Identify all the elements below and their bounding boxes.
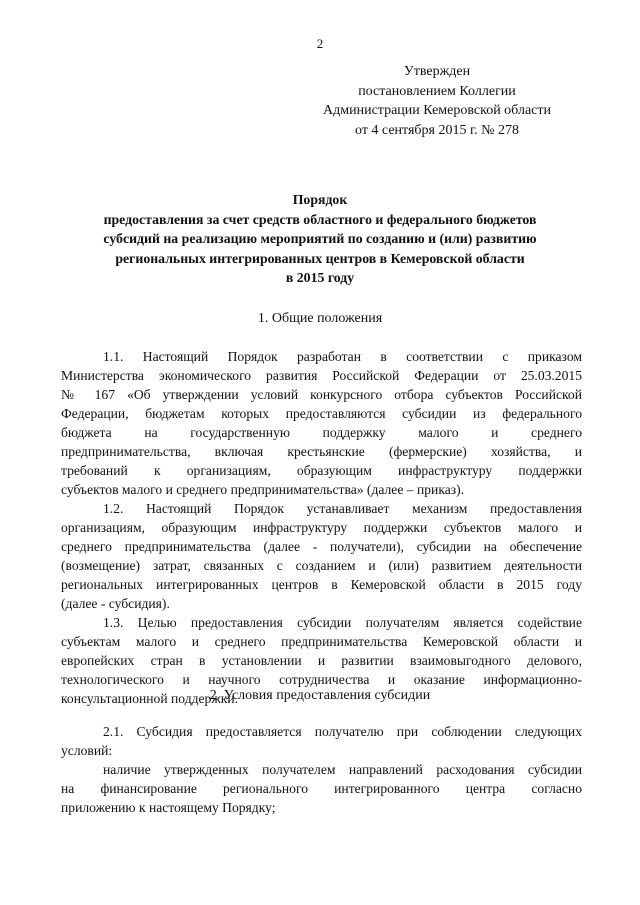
title-line: субсидий на реализацию мероприятий по созданию и (или) развитию: [103, 231, 537, 246]
text-line: наличие утвержденных получателем направлений расходования субсидии: [103, 762, 582, 777]
paragraph-1-1: [61, 347, 582, 499]
text-line: условий:: [61, 743, 113, 758]
paragraph-2-1-item: [61, 760, 582, 817]
approval-line: от 4 сентября 2015 г. № 278: [355, 122, 519, 138]
paragraph-1-2: [61, 499, 582, 613]
page-number: 2: [316, 36, 324, 51]
section-2-heading: 2. Условия предоставления субсидии: [209, 688, 431, 703]
text-line: консультационной поддержки.: [61, 691, 239, 706]
text-line: Федерации, бюджетам которых предоставляются субсидии из федерального: [61, 406, 582, 421]
title-line: предоставления за счет средств областного и федерального бюджетов: [103, 211, 537, 227]
text-line: требований к организациям, образующим инфраструктуру поддержки: [61, 463, 582, 478]
title-line: Порядок: [292, 192, 348, 207]
approval-line: Администрации Кемеровской области: [323, 103, 551, 118]
text-line: (далее - субсидия).: [61, 596, 170, 611]
text-line: на финансирование регионального интегрированного центра согласно: [61, 781, 582, 796]
section-1-heading: 1. Общие положения: [257, 311, 383, 326]
text-line: 1.3. Целью предоставления субсидии получателям является содействие: [103, 615, 582, 630]
text-line: среднего предпринимательства (далее - получатели), субсидии на обеспечение: [61, 539, 582, 554]
text-line: № 167 «Об утверждении условий конкурсного отбора субъектов Российской: [61, 387, 582, 402]
text-line: приложению к настоящему Порядку;: [61, 800, 276, 815]
text-line: 1.1. Настоящий Порядок разработан в соответствии с приказом: [103, 349, 582, 364]
text-line: 2.1. Субсидия предоставляется получателю при соблюдении следующих: [103, 724, 582, 739]
approval-line: Утвержден: [403, 64, 471, 79]
approval-line: постановлением Коллегии: [358, 83, 516, 99]
approval-stamp: [312, 62, 562, 140]
text-line: бюджета на государственную поддержку малого и среднего: [61, 425, 582, 440]
text-line: организациям, образующим инфраструктуру поддержки субъектов малого и: [61, 520, 582, 535]
text-line: (возмещение) затрат, связанных с созданием и (или) развитием деятельности: [61, 558, 582, 573]
text-line: европейских стран в установлении и развитии взаимовыгодного делового,: [61, 653, 582, 668]
text-line: предпринимательства, включая крестьянские (фермерские) хозяйства, и: [61, 444, 582, 459]
title-line: региональных интегрированных центров в Кемеровской области: [115, 250, 525, 266]
text-line: Министерства экономического развития Российской Федерации от 25.03.2015: [61, 368, 582, 383]
section-1-body: [61, 347, 582, 708]
paragraph-2-1: [61, 722, 582, 760]
text-line: 1.2. Настоящий Порядок устанавливает механизм предоставления: [103, 501, 582, 516]
section-2-body: [61, 722, 582, 817]
title-line: в 2015 году: [285, 270, 355, 285]
text-line: технологического и научного сотрудничества и оказание информационно-: [61, 672, 582, 687]
text-line: региональных интегрированных центров в Кемеровской области в 2015 году: [61, 577, 582, 592]
text-line: субъектов малого и среднего предпринимательства» (далее – приказ).: [61, 482, 465, 497]
text-line: субъектам малого и среднего предпринимательства Кемеровской области и: [61, 634, 582, 649]
document-title: [50, 190, 590, 288]
